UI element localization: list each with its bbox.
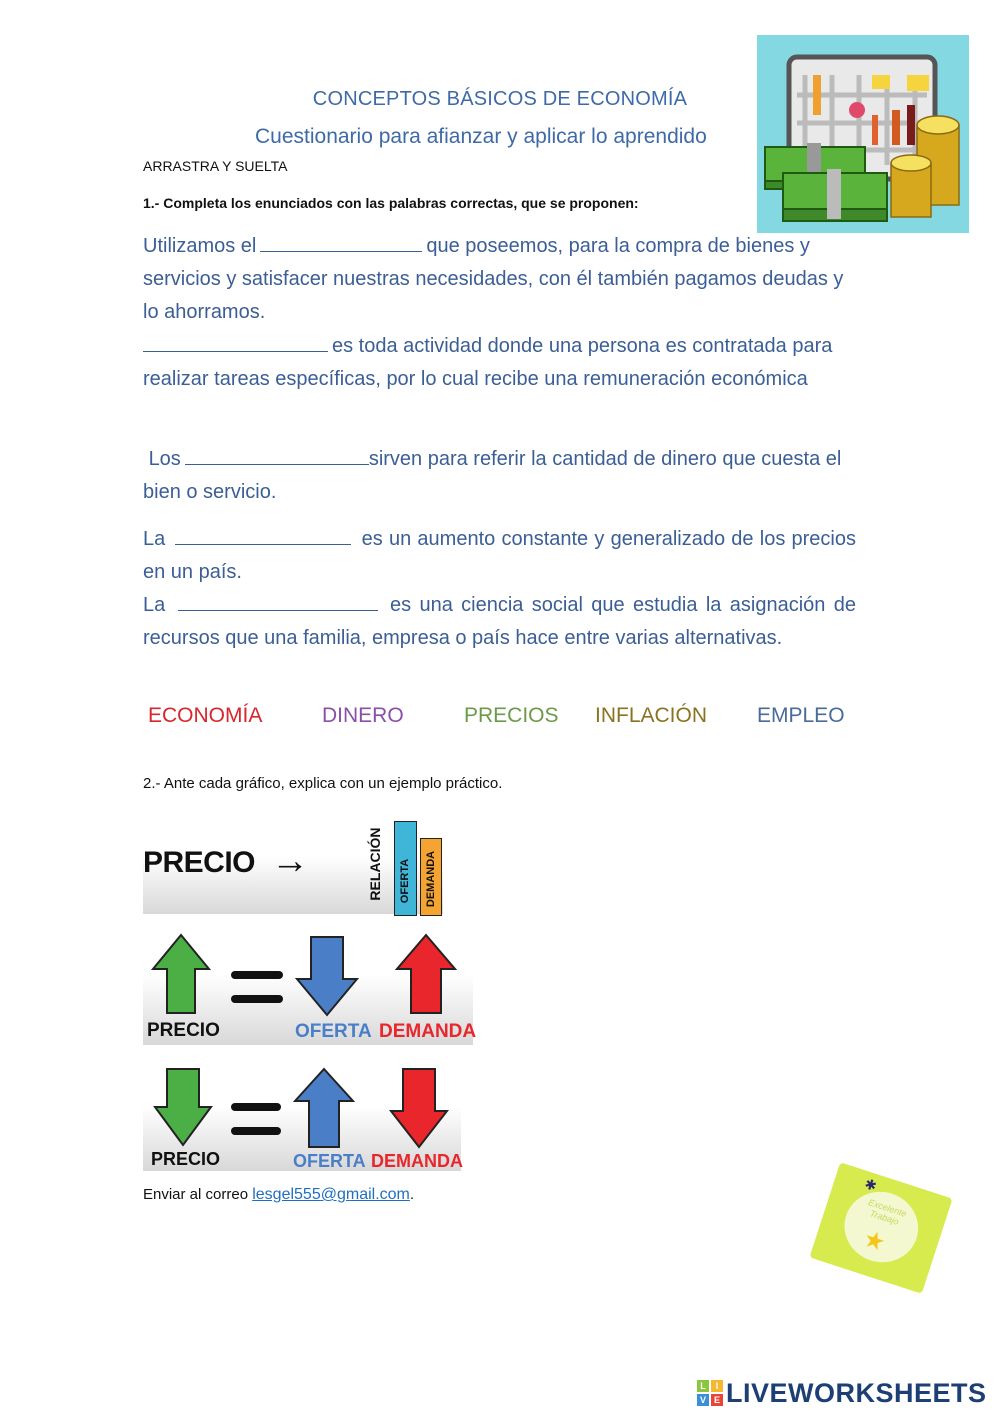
activity-type-label: ARRASTRA Y SUELTA	[143, 158, 288, 174]
red-down-arrow-icon	[387, 1067, 449, 1149]
supply-bar: OFERTA	[394, 821, 417, 916]
liveworksheets-logo	[697, 1378, 987, 1408]
excellent-work-sticker: Excelente Trabajo ★ ✱	[809, 1162, 952, 1294]
supply-label: OFERTA	[295, 1021, 372, 1042]
red-up-arrow-icon	[395, 933, 457, 1015]
word-dinero[interactable]: DINERO	[322, 704, 404, 727]
relation-label: RELACIÓN	[367, 827, 383, 901]
equals-icon-bottom	[231, 1127, 281, 1135]
word-inflacion[interactable]: INFLACIÓN	[595, 704, 708, 727]
supply-label: OFERTA	[293, 1151, 366, 1171]
live-blocks-icon: L I V E	[697, 1380, 723, 1406]
sentence-1: Utilizamos el que poseemos, para la compra de bienes y servicios y satisfacer nuestras necesidades, con él también pagamos deudas y lo ahorramos.	[143, 230, 856, 329]
worksheet-subtitle: Cuestionario para afianzar y aplicar lo aprendido	[255, 125, 707, 148]
email-link[interactable]: lesgel555@gmail.com	[252, 1186, 410, 1203]
sentence-5: La es una ciencia social que estudia la asignación de recursos que una familia, empresa o país hace entre varias alternativas.	[143, 589, 856, 655]
demand-bar: DEMANDA	[420, 838, 442, 916]
green-down-arrow-icon	[153, 1067, 213, 1147]
brand-name: LIVEWORKSHEETS	[726, 1377, 987, 1408]
word-economia[interactable]: ECONOMÍA	[148, 704, 263, 727]
demand-label: DEMANDA	[371, 1151, 463, 1171]
green-up-arrow-icon	[151, 933, 211, 1015]
drop-blank-3[interactable]	[185, 444, 369, 465]
blue-up-arrow-icon	[293, 1067, 355, 1149]
question-1-prompt: 1.- Completa los enunciados con las palabras correctas, que se proponen:	[143, 195, 639, 211]
drop-blank-2[interactable]	[143, 331, 328, 352]
equals-icon-bottom	[231, 995, 283, 1003]
sentence-4: La es un aumento constante y generalizado de los precios en un país.	[143, 523, 856, 589]
graphic-price-up	[143, 928, 477, 1045]
graphic-price-down	[143, 1063, 461, 1171]
question-2-prompt: 2.- Ante cada gráfico, explica con un ejemplo práctico.	[143, 775, 503, 792]
send-email-line: Enviar al correo lesgel555@gmail.com.	[143, 1186, 415, 1203]
equals-icon-top	[231, 971, 283, 979]
word-empleo[interactable]: EMPLEO	[757, 704, 845, 727]
sentence-3: Los sirven para referir la cantidad de dinero que cuesta el bien o servicio.	[143, 443, 856, 509]
price-label: PRECIO	[143, 846, 256, 879]
demand-label: DEMANDA	[379, 1021, 477, 1042]
price-label: PRECIO	[151, 1149, 221, 1169]
equals-icon-top	[231, 1103, 281, 1111]
price-label: PRECIO	[147, 1020, 220, 1041]
word-precios[interactable]: PRECIOS	[464, 704, 559, 727]
sentence-2: es toda actividad donde una persona es contratada para realizar tareas específicas, por lo cual recibe una remuneración económica	[143, 330, 856, 396]
drop-blank-4[interactable]	[175, 524, 351, 545]
splat-icon: ✱	[862, 1175, 879, 1195]
graphic-price-relation	[143, 818, 443, 914]
money-and-arts-illustration	[757, 35, 969, 233]
word-bank	[143, 704, 856, 734]
drop-blank-1[interactable]	[260, 231, 422, 252]
worksheet-title: CONCEPTOS BÁSICOS DE ECONOMÍA	[312, 88, 688, 110]
star-icon: ★	[859, 1224, 889, 1258]
arrow-right-icon: →	[271, 840, 309, 882]
blue-down-arrow-icon	[295, 933, 359, 1017]
drop-blank-5[interactable]	[178, 590, 378, 611]
